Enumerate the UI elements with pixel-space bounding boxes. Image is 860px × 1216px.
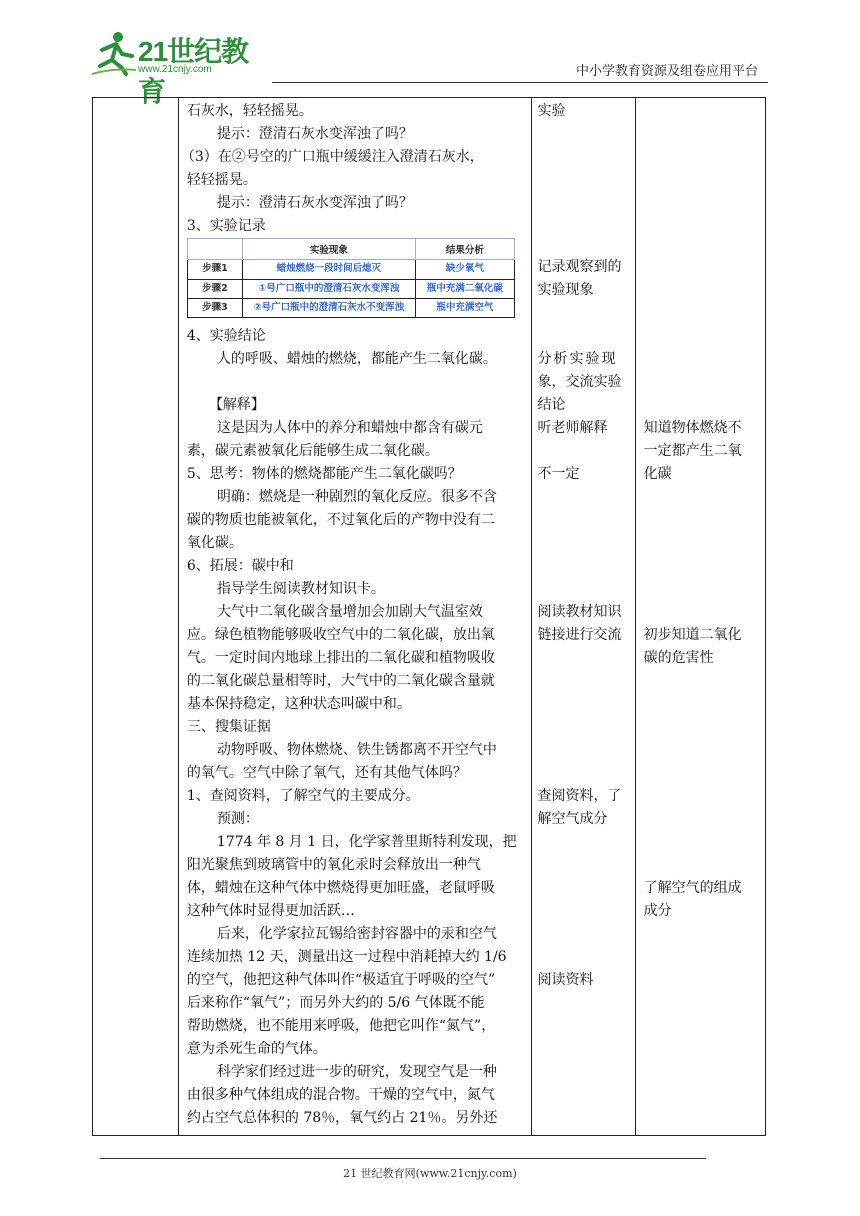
content-line: 的空气，他把这种气体叫作“极适宜于呼吸的空气” [186,972,496,988]
content-line: 后来，化学家拉瓦锡给密封容器中的汞和空气 [216,926,497,942]
design-intent-cell [635,98,765,1136]
activity-text: 链接进行交流 [537,627,622,643]
intent-text: 成分 [643,903,672,919]
logo-url: www.21cnjy.com [138,64,212,75]
activity-text: 象，交流实验 [537,374,622,390]
exp-analysis: 瓶中充满二氧化碳 [415,279,514,298]
exp-step: 步骤3 [187,298,242,317]
platform-title: 中小学教育资源及组卷应用平台 [575,64,758,79]
content-line: 轻轻摇晃。 [186,172,257,188]
content-line: 这是因为人体中的养分和蜡烛中都含有碳元 [216,420,483,436]
content-line: 的氧气。空气中除了氧气，还有其他气体吗？ [186,765,467,781]
content-line: 应。绿色植物能够吸收空气中的二氧化碳，放出氧 [186,627,495,643]
content-line: 4、实验结论 [186,328,266,344]
content-line: 基本保持稳定，这种状态叫碳中和。 [186,696,411,712]
activity-text: 结论 [537,397,566,413]
exp-step: 步骤1 [187,260,242,279]
intent-text: 化碳 [643,466,672,482]
activity-text: 实验 [537,103,566,119]
content-line: 氧化碳。 [186,535,243,551]
student-activity-cell [531,98,635,1136]
content-line: 指导学生阅读教材知识卡。 [216,581,385,597]
exp-phenomenon: 蜡烛燃烧一段时间后熄灭 [242,260,415,279]
intent-text: 一定都产生二氧 [643,443,742,459]
activity-text: 不一定 [537,466,580,482]
content-line: 气。一定时间内地球上排出的二氧化碳和植物吸收 [186,650,495,666]
activity-text: 解空气成分 [537,811,608,827]
content-line: 提示：澄清石灰水变浑浊了吗？ [216,126,413,142]
table-cell-empty [93,98,179,1136]
activity-text: 记录观察到的 [537,259,622,275]
exp-phenomenon: ②号广口瓶中的澄清石灰水不变浑浊 [242,298,415,317]
logo-text: 21世纪教育 [138,36,249,107]
activity-text: 阅读教材知识 [537,604,622,620]
intent-text: 碳的危害性 [643,650,714,666]
exp-phenomenon: ①号广口瓶中的澄清石灰水变浑浊 [242,279,415,298]
activity-text: 分析实验现 [537,351,618,367]
content-line: 碳的物质也能被氧化，不过氧化后的产物中没有二 [186,512,495,528]
content-line: 连续加热 12 天，测量出这一过程中消耗掉大约 1/6 [186,949,507,965]
content-line: 3、实验记录 [186,218,266,234]
content-line: 6、拓展：碳中和 [186,558,294,574]
footer-divider [100,1158,706,1159]
runner-icon [92,30,136,76]
exp-header: 结果分析 [415,239,514,260]
exp-header-empty [187,239,242,260]
content-line: 这种气体时显得更加活跃… [186,903,355,919]
content-line: 科学家们经过进一步的研究，发现空气是一种 [216,1064,497,1080]
content-line: 帮助燃烧，也不能用来呼吸，他把它叫作“氮气”， [186,1018,496,1034]
content-line: 提示：澄清石灰水变浑浊了吗？ [216,195,413,211]
exp-analysis: 瓶中充满空气 [415,298,514,317]
activity-text: 实验现象 [537,282,594,298]
page-footer: 21 世纪教育网(www.21cnjy.com) [343,1167,517,1180]
content-line: 阳光聚焦到玻璃管中的氧化汞时会释放出一种气 [186,857,481,873]
header-divider [272,82,768,83]
intent-text: 初步知道二氧化 [643,627,742,643]
lesson-table [92,97,766,1136]
content-line: 素，碳元素被氧化后能够生成二氧化碳。 [186,443,439,459]
teaching-content-cell [178,98,531,1136]
content-line: 【解释】 [208,397,265,413]
activity-text: 阅读资料 [537,972,594,988]
page-header [92,28,768,107]
exp-header: 实验现象 [242,239,415,260]
content-line: 动物呼吸、物体燃烧、铁生锈都离不开空气中 [216,742,497,758]
content-line: 体，蜡烛在这种气体中燃烧得更加旺盛，老鼠呼吸 [186,880,495,896]
content-line: 由很多种气体组成的混合物。干燥的空气中，氮气 [186,1087,495,1103]
content-line: 明确：燃烧是一种剧烈的氧化反应。很多不含 [216,489,497,505]
section-heading: 三、搜集证据 [186,719,271,735]
intent-text: 知道物体燃烧不 [643,420,742,436]
activity-text: 听老师解释 [537,420,608,436]
site-logo [92,28,262,107]
content-line: 1774 年 8 月 1 日，化学家普里斯特利发现，把 [216,834,517,850]
content-line: 5、思考：物体的燃烧都能产生二氧化碳吗？ [186,466,462,482]
content-line: 石灰水，轻轻摇晃。 [186,103,313,119]
content-line: 人的呼吸、蜡烛的燃烧，都能产生二氧化碳。 [216,351,497,367]
content-line: 意为杀死生命的气体。 [186,1041,327,1057]
content-line: （3）在②号空的广口瓶中缓缓注入澄清石灰水， [180,149,484,165]
content-line: 约占空气总体积的 78％，氧气约占 21％。另外还 [186,1110,498,1126]
content-line: 预测： [216,811,259,827]
content-line: 1、查阅资料，了解空气的主要成分。 [186,788,420,804]
experiment-record-table [187,238,515,318]
content-line: 大气中二氧化碳含量增加会加剧大气温室效 [216,604,483,620]
content-line: 后来称作“氧气”；而另外大约的 5/6 气体既不能 [186,995,485,1011]
intent-text: 了解空气的组成 [643,880,742,896]
content-line: 的二氧化碳总量相等时，大气中的二氧化碳含量就 [186,673,495,689]
exp-analysis: 缺少氧气 [415,260,514,279]
activity-text: 查阅资料，了 [537,788,622,804]
exp-step: 步骤2 [187,279,242,298]
